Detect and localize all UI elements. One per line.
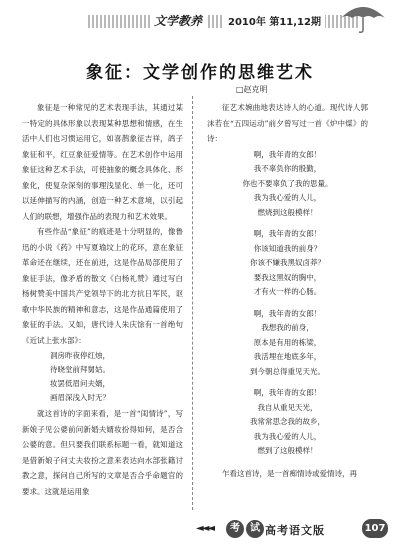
poem-stanza <box>207 227 368 300</box>
paragraph: 就这首诗的字面来看，是一首“闺情诗”，写新娘子见公婆前问新婚夫婿妆扮得如何，是否合公婆的意。但只要我们联系标题一看，就知道这是借新娘子问丈夫妆扮之意来表达向水部张籍讨教之意，探问自己所写的文章是否合乎命题官的要求。这就是运用象 <box>22 409 183 496</box>
umbrella-icon <box>338 2 388 34</box>
paragraph: 象征是一种常见的艺术表现手法，其通过某一特定的具体形象以表现某种思想和情感，在生活中人们也习惯运用它，如喜鹊象征吉祥，鸽子象征和平，红豆象征爱情等。在艺术创作中运用象征这种艺术手法，可使抽象的概念具体化、形象化，使复杂深刻的事理浅显化、单一化，还可以延伸描写的内涵，创造一种艺术意境，以引起人们的联想，增强作品的表现力和艺术效果。 <box>22 103 183 221</box>
poem-stanza <box>207 386 368 459</box>
poem-line: 我常常思念我的故乡， <box>250 417 325 426</box>
footer-badge: 考 <box>226 520 244 538</box>
poem-line: 我活埋在地底多年， <box>253 352 322 361</box>
poem-line: 画眉深浅入时无？ <box>50 393 110 402</box>
page-number: 107 <box>362 519 388 538</box>
poem-stanza <box>207 307 368 380</box>
paragraph: 征艺术婉曲地表达诗人的心道。现代诗人郭沫若在“五四运动”前夕曾写过一首《炉中煤》的诗： <box>207 103 368 143</box>
poem-line: 我为我心爱的人儿， <box>253 193 322 202</box>
poem-line: 你也不要辜负了我的思量。 <box>242 178 333 188</box>
issue-number: 2010年 第11,12期 <box>224 13 325 28</box>
poem-line: 啊，我年青的女郎！ <box>253 149 322 159</box>
paragraph: 乍看这首诗，是一首痴情诗或爱情诗，再 <box>222 468 357 478</box>
page-header <box>0 0 400 36</box>
poem-line: 啊，我年青的女郎！ <box>253 388 322 397</box>
arrows-icon: ◄◄◄ <box>196 523 214 534</box>
footer-badge: 试 <box>246 520 264 538</box>
quoted-poem <box>22 349 183 405</box>
poem-line: 到今朝总得重见天光。 <box>250 366 325 376</box>
poem-line: 你该知道我的前身？ <box>253 243 322 253</box>
poem-line: 才有火一样的心肠。 <box>253 287 322 296</box>
right-column <box>207 100 368 481</box>
article-title: 象征：文学创作的思维艺术 <box>86 63 314 83</box>
poem-line: 要我这黑奴的胸中， <box>253 272 322 282</box>
poem-line: 啊，我年青的女郎！ <box>253 308 322 318</box>
poem-line: 原本是有用的栋梁， <box>253 337 322 347</box>
poem-line: 我想我的前身， <box>261 323 314 332</box>
footer-journal-edition: 高考语文版 <box>265 524 325 537</box>
poem-line: 待晓堂前拜舅姑。 <box>50 365 110 374</box>
poem-stanza <box>207 148 368 221</box>
poem-line: 我自从重见天光， <box>257 402 318 412</box>
poem-line: 燃烧到这般模样！ <box>257 207 318 217</box>
left-column <box>22 100 183 499</box>
column-divider <box>192 96 193 510</box>
poem-line: 你该不嫌我黑奴卤莽？ <box>250 258 325 267</box>
poem-line: 燃到了这般模样！ <box>257 446 318 455</box>
poem-line: 洞房昨夜停红烛， <box>50 351 110 360</box>
poem-line: 啊，我年青的女郎！ <box>253 229 322 238</box>
poem-line: 妆罢低眉问夫婿， <box>50 379 110 388</box>
paragraph: 有些作品“象征”的痕迹是十分明显的，像鲁迅的小说《药》中写夏瑜坟上的花环，意在象征革命还在继续，还在前进，这是作品局部使用了象征手法，像矛盾的散文《白杨礼赞》通过写白杨树赞美中国共产党领导下的北方抗日军民，讴歌中华民族的精神和意志，这是作品通篇使用了象征的手法。又如，唐代诗人朱庆馀有一首绝句《近试上张水部》： <box>22 227 183 345</box>
quoted-poem <box>207 148 368 459</box>
poem-line: 我为我心爱的人儿， <box>253 431 322 441</box>
journal-name: 文学教养 <box>150 12 206 29</box>
poem-line: 我不辜负你的殷勤， <box>253 164 322 173</box>
article-author: □赵克明 <box>236 85 268 94</box>
